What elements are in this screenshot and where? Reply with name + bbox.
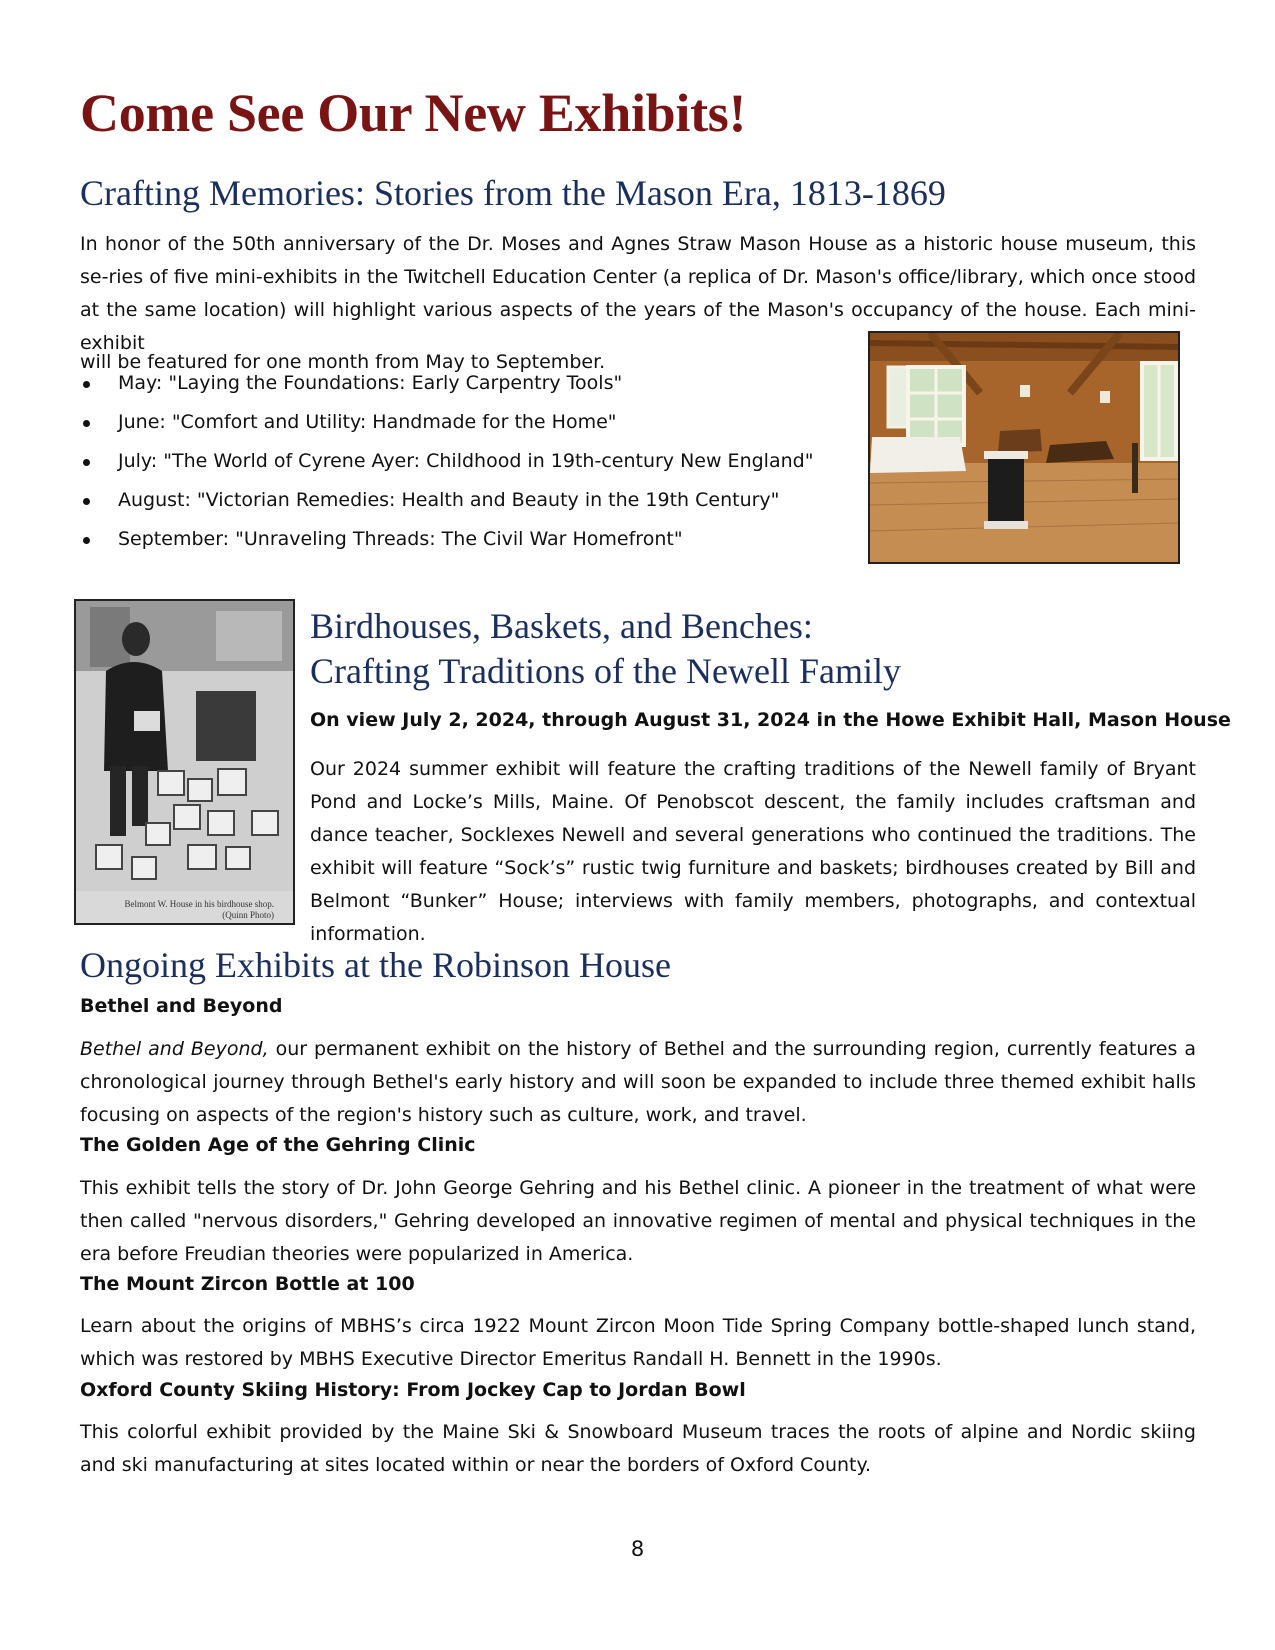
newell-family-paragraph: Our 2024 summer exhibit will feature the crafting traditions of the Newell family of Bryant Pond and Locke’s Mills, Maine. Of Penobscot descent, the family includes craftsman and dance teacher, Socklexes Newell and several generations who continued the traditions. The exhibit will feature “Sock’s” rustic twig furniture and baskets; birdhouses created by Bill and Belmont “Bunker” House; interviews with family members, photographs, and contextual information.	[310, 758, 1196, 945]
crafting-memories-paragraph-end: will be featured for one month from May to September.	[80, 351, 606, 373]
mini-exhibit-list	[80, 364, 813, 559]
section-heading-robinson-house: Ongoing Exhibits at the Robinson House	[80, 945, 671, 985]
birdhouse-shop-photo	[74, 599, 295, 925]
page-number: 8	[630, 1537, 645, 1561]
list-item: September: "Unraveling Threads: The Civil War Homefront"	[80, 520, 813, 559]
list-item: May: "Laying the Foundations: Early Carpentry Tools"	[80, 364, 813, 403]
exhibit-title: The Golden Age of the Gehring Clinic	[80, 1134, 476, 1156]
exhibit-description: Bethel and Beyond, our permanent exhibit on the history of Bethel and the surrounding region, currently features a chronological journey through Bethel's early history and will soon be expanded to include three themed exhibit halls focusing on aspects of the region's history such as culture, work, and travel.	[80, 1038, 1196, 1126]
exhibit-description: This colorful exhibit provided by the Maine Ski & Snowboard Museum traces the roots of alpine and Nordic skiing and ski manufacturing at sites located within or near the borders of Oxford County.	[80, 1421, 1196, 1476]
exhibit-title: The Mount Zircon Bottle at 100	[80, 1273, 415, 1295]
section-heading-newell-family: Birdhouses, Baskets, and Benches: Crafting Traditions of the Newell Family	[310, 606, 901, 691]
exhibit-description: Learn about the origins of MBHS’s circa 1922 Mount Zircon Moon Tide Spring Company bottle-shaped lunch stand, which was restored by MBHS Executive Director Emeritus Randall H. Bennett in the 1990s.	[80, 1315, 1196, 1370]
education-center-interior-photo	[868, 331, 1180, 564]
list-item: August: "Victorian Remedies: Health and Beauty in the 19th Century"	[80, 481, 813, 520]
exhibit-title: Bethel and Beyond	[80, 995, 283, 1017]
exhibit-dates: On view July 2, 2024, through August 31, 2024 in the Howe Exhibit Hall, Mason House	[310, 709, 1231, 731]
list-item: June: "Comfort and Utility: Handmade for the Home"	[80, 403, 813, 442]
page-title: Come See Our New Exhibits!	[80, 83, 747, 143]
photo-caption: Belmont W. House in his birdhouse shop. (Quinn Photo)	[124, 899, 274, 920]
list-item: July: "The World of Cyrene Ayer: Childhood in 19th-century New England"	[80, 442, 813, 481]
crafting-memories-paragraph: In honor of the 50th anniversary of the Dr. Moses and Agnes Straw Mason House as a historic house museum, this se-ries of five mini-exhibits in the Twitchell Education Center (a replica of Dr. Mason's office/library, which once stood at the same location) will highlight various aspects of the years of the Mason's occupancy of the house. Each mini-exhibit	[80, 233, 1196, 354]
section-heading-crafting-memories: Crafting Memories: Stories from the Mason Era, 1813-1869	[80, 173, 946, 213]
exhibit-title: Oxford County Skiing History: From Jockey Cap to Jordan Bowl	[80, 1379, 746, 1401]
exhibit-description: This exhibit tells the story of Dr. John George Gehring and his Bethel clinic. A pioneer in the treatment of what were then called "nervous disorders," Gehring developed an innovative regimen of mental and physical techniques in the era before Freudian theories were popularized in America.	[80, 1177, 1196, 1265]
